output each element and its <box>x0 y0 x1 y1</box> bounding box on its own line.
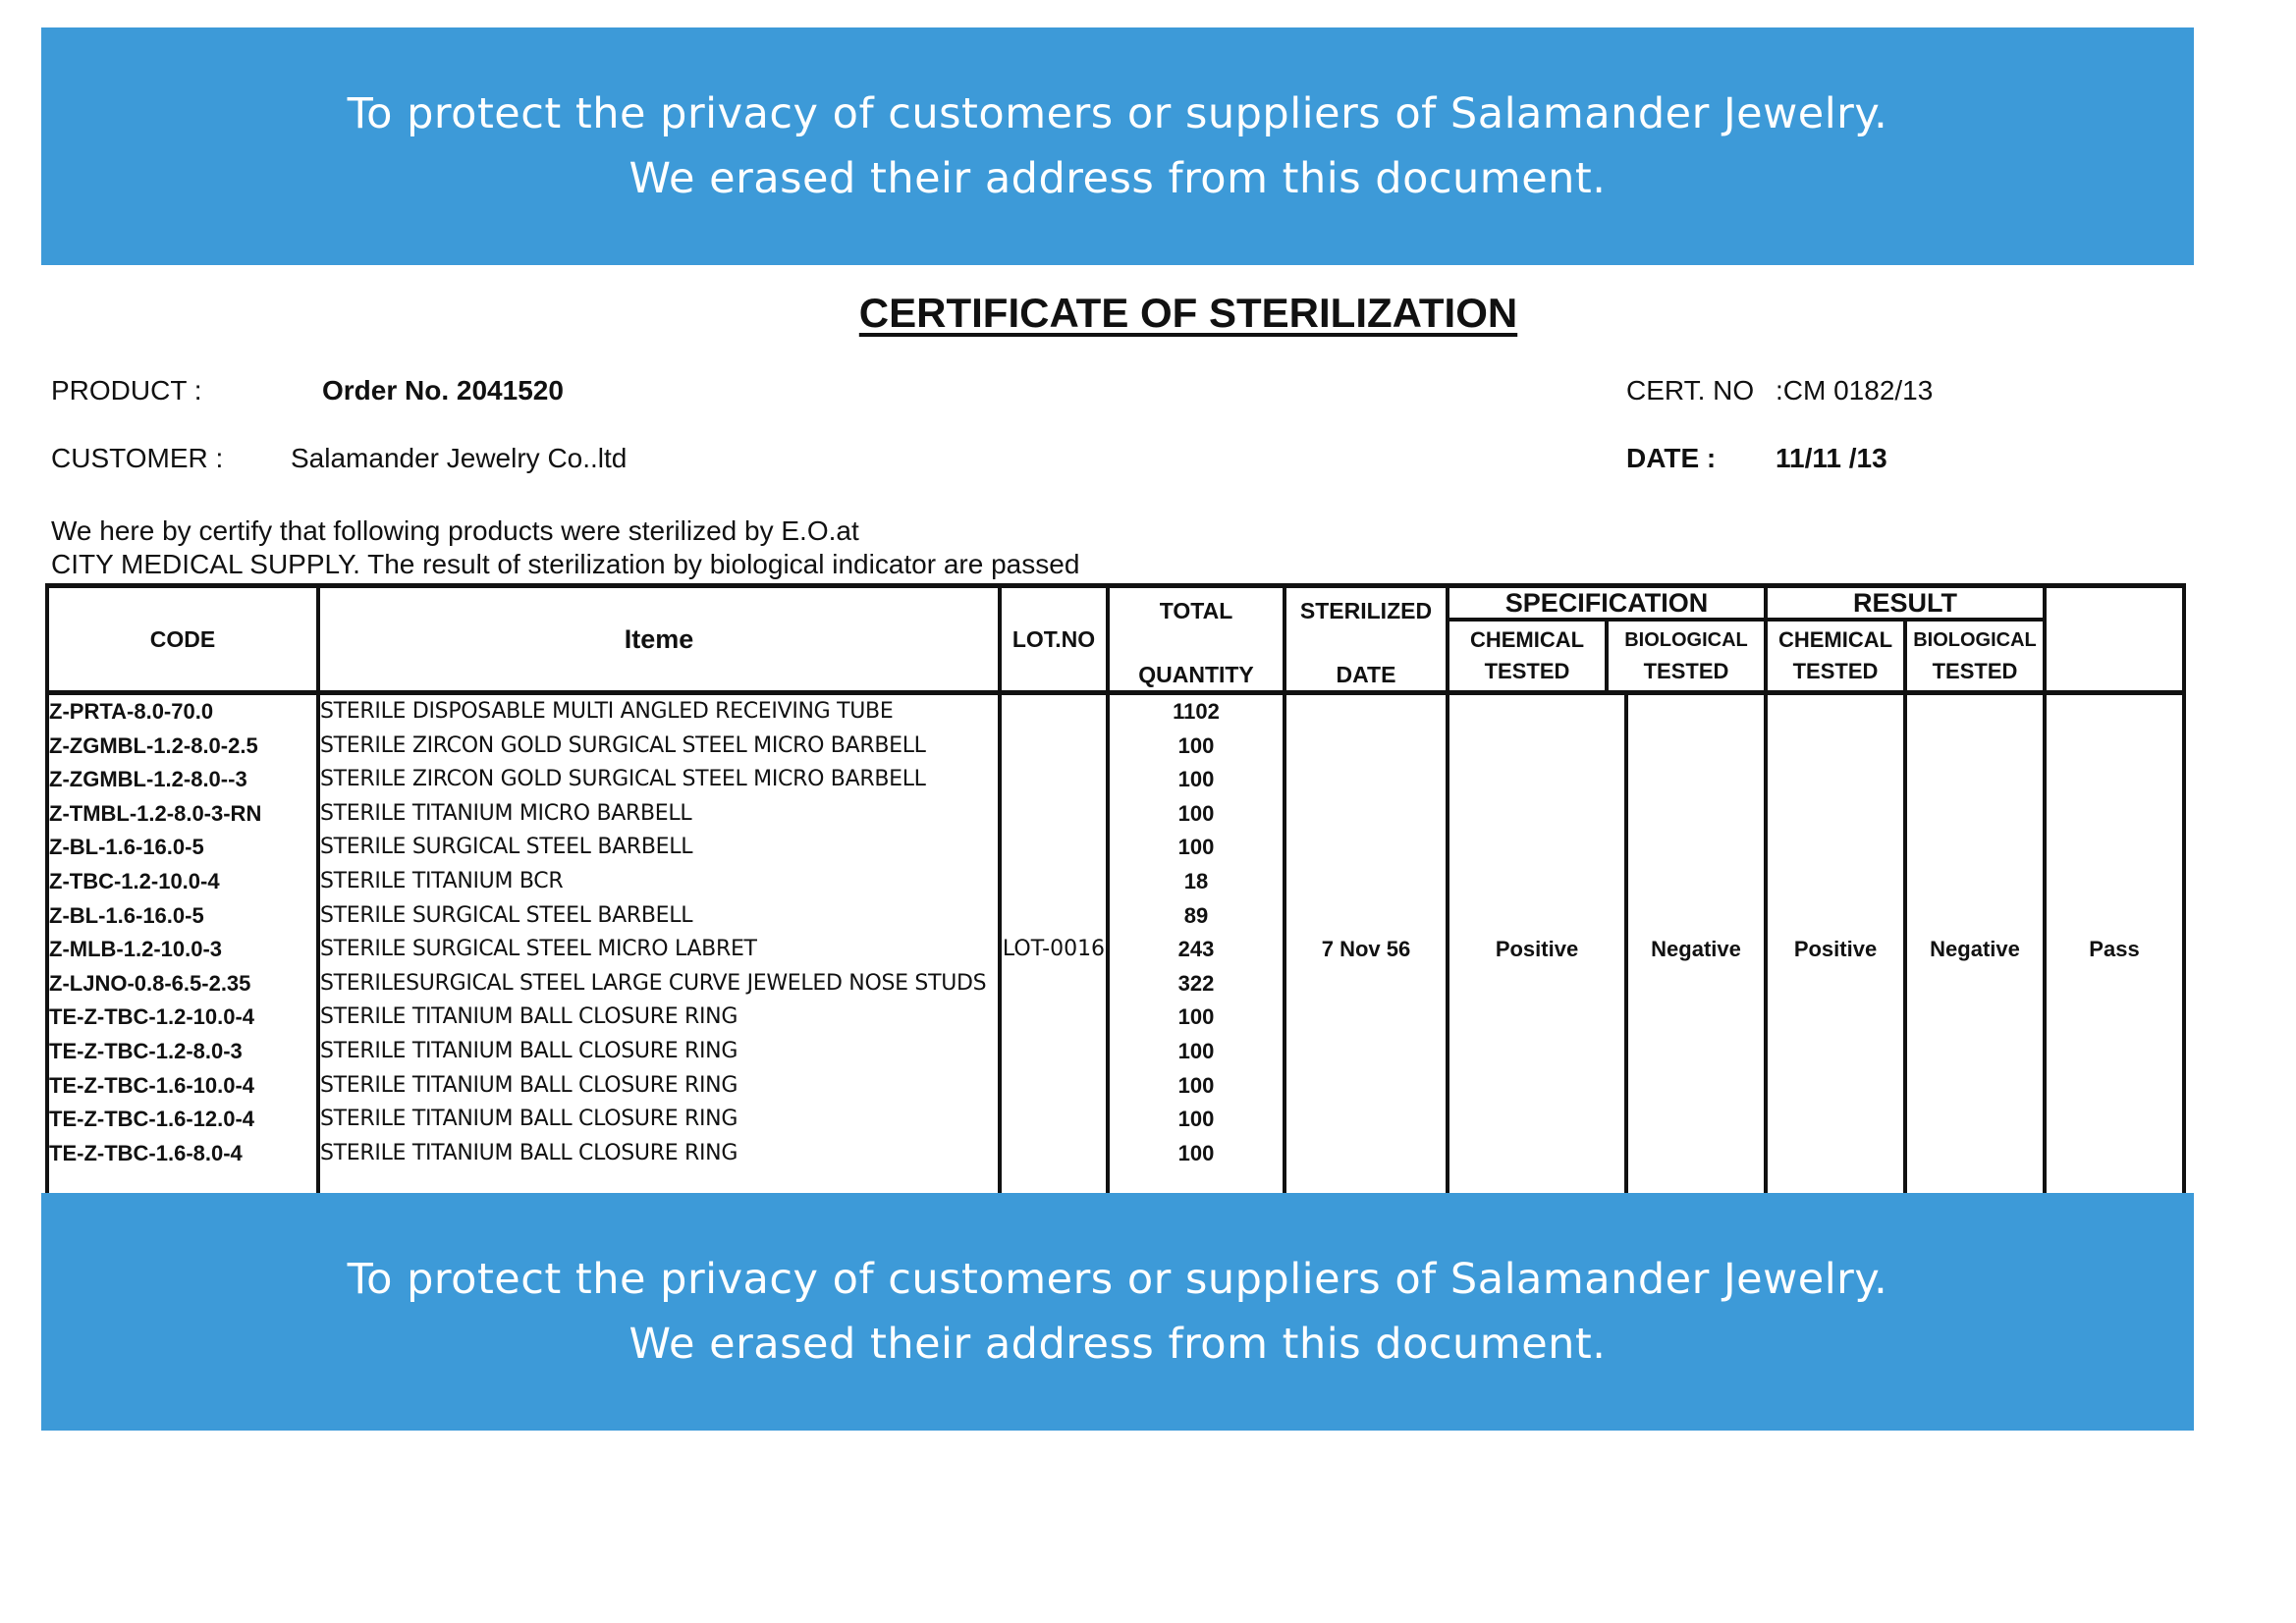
header-sterilized-date <box>1285 586 1448 693</box>
cell-code: Z-LJNO-0.8-6.5-2.35 <box>47 967 318 1001</box>
privacy-line-2: We erased their address from this document. <box>629 1320 1607 1369</box>
cell-result-biological: Negative <box>1905 693 2045 1205</box>
cell-code: Z-BL-1.6-16.0-5 <box>47 899 318 934</box>
cell-code: TE-Z-TBC-1.6-12.0-4 <box>47 1103 318 1137</box>
certification-statement <box>51 514 1079 581</box>
cell-quantity: 243 <box>1108 933 1285 967</box>
sterilization-table <box>45 583 2186 1204</box>
cell-code: TE-Z-TBC-1.2-8.0-3 <box>47 1035 318 1069</box>
cell-final-result: Pass <box>2045 693 2184 1205</box>
header-total-quantity <box>1108 586 1285 693</box>
cell-item: STERILE ZIRCON GOLD SURGICAL STEEL MICRO BARBELL <box>318 763 1000 797</box>
product-label: PRODUCT : <box>51 375 202 406</box>
header-result-biological <box>1903 622 2043 690</box>
cell-item: STERILE TITANIUM BCR <box>318 865 1000 899</box>
cell-item: STERILE DISPOSABLE MULTI ANGLED RECEIVING TUBE <box>318 693 1000 730</box>
header-result-chemical <box>1768 622 1903 690</box>
cell-lot-no: LOT-0016 <box>1000 693 1108 1205</box>
cell-quantity: 100 <box>1108 831 1285 865</box>
header-spec-chemical-line1: CHEMICAL <box>1469 627 1585 652</box>
header-specification-group <box>1448 586 1766 693</box>
document-title: CERTIFICATE OF STERILIZATION <box>858 290 1518 336</box>
table-header <box>47 586 2184 693</box>
cell-code: Z-ZGMBL-1.2-8.0-2.5 <box>47 730 318 764</box>
cell-code: TE-Z-TBC-1.6-8.0-4 <box>47 1137 318 1171</box>
privacy-line-2: We erased their address from this document. <box>629 154 1607 203</box>
header-result-biological-line2: TESTED <box>1932 659 2018 683</box>
privacy-banner-top <box>41 27 2194 265</box>
privacy-line-1: To protect the privacy of customers or suppliers of Salamander Jewelry. <box>347 89 1888 138</box>
cell-code: TE-Z-TBC-1.2-10.0-4 <box>47 1001 318 1035</box>
cell-quantity: 100 <box>1108 1103 1285 1137</box>
customer-label: CUSTOMER : <box>51 443 224 473</box>
cell-code: Z-TBC-1.2-10.0-4 <box>47 865 318 899</box>
cell-quantity: 322 <box>1108 967 1285 1001</box>
cell-item: STERILE ZIRCON GOLD SURGICAL STEEL MICRO BARBELL <box>318 730 1000 764</box>
header-sterilized-line2: DATE <box>1336 662 1396 687</box>
cell-quantity: 100 <box>1108 730 1285 764</box>
cell-spec-chemical: Positive <box>1448 693 1626 1205</box>
cell-code: Z-TMBL-1.2-8.0-3-RN <box>47 797 318 832</box>
cell-code: Z-BL-1.6-16.0-5 <box>47 831 318 865</box>
header-item: Iteme <box>318 586 1000 693</box>
cell-code: Z-MLB-1.2-10.0-3 <box>47 933 318 967</box>
header-final <box>2045 586 2184 693</box>
header-sterilized-line1: STERILIZED <box>1299 598 1433 623</box>
header-total-line1: TOTAL <box>1159 598 1233 623</box>
privacy-line-1: To protect the privacy of customers or suppliers of Salamander Jewelry. <box>347 1255 1888 1304</box>
header-specification: SPECIFICATION <box>1449 588 1764 622</box>
header-lot: LOT.NO <box>1000 586 1108 693</box>
privacy-banner-bottom <box>41 1193 2194 1431</box>
header-total-line2: QUANTITY <box>1138 662 1254 687</box>
cell-item: STERILESURGICAL STEEL LARGE CURVE JEWELED NOSE STUDS <box>318 967 1000 1001</box>
cell-item: STERILE TITANIUM BALL CLOSURE RING <box>318 1001 1000 1035</box>
statement-line-1: We here by certify that following products were sterilized by E.O.at <box>51 515 859 546</box>
cell-item: STERILE SURGICAL STEEL BARBELL <box>318 831 1000 865</box>
cert-no-value: :CM 0182/13 <box>1776 375 1934 406</box>
cell-quantity: 100 <box>1108 763 1285 797</box>
cell-item: STERILE TITANIUM BALL CLOSURE RING <box>318 1137 1000 1171</box>
statement-line-2: CITY MEDICAL SUPPLY. The result of sterilization by biological indicator are passed <box>51 549 1080 579</box>
cell-quantity: 100 <box>1108 1137 1285 1171</box>
product-value: Order No. 2041520 <box>322 375 564 406</box>
date-label: DATE : <box>1626 443 1717 473</box>
cell-item: STERILE SURGICAL STEEL MICRO LABRET <box>318 933 1000 967</box>
header-spec-biological-line1: BIOLOGICAL <box>1624 629 1748 651</box>
cell-code: TE-Z-TBC-1.6-10.0-4 <box>47 1069 318 1104</box>
header-spec-chemical-line2: TESTED <box>1484 659 1570 683</box>
header-result-biological-line1: BIOLOGICAL <box>1913 629 2037 651</box>
cell-item: STERILE TITANIUM MICRO BARBELL <box>318 797 1000 832</box>
cell-item: STERILE TITANIUM BALL CLOSURE RING <box>318 1069 1000 1104</box>
header-result: RESULT <box>1768 588 2043 622</box>
header-spec-biological <box>1605 622 1764 690</box>
cell-code: Z-ZGMBL-1.2-8.0--3 <box>47 763 318 797</box>
cell-item: STERILE TITANIUM BALL CLOSURE RING <box>318 1035 1000 1069</box>
cell-quantity: 1102 <box>1108 693 1285 730</box>
cell-item: STERILE TITANIUM BALL CLOSURE RING <box>318 1103 1000 1137</box>
header-spec-biological-line2: TESTED <box>1643 659 1729 683</box>
cell-sterilized-date: 7 Nov 56 <box>1285 693 1448 1205</box>
cell-quantity: 100 <box>1108 797 1285 832</box>
date-value: 11/11 /13 <box>1776 443 1887 473</box>
cell-quantity: 100 <box>1108 1069 1285 1104</box>
cell-result-chemical: Positive <box>1766 693 1905 1205</box>
header-result-chemical-line1: CHEMICAL <box>1777 627 1893 652</box>
cell-code: Z-PRTA-8.0-70.0 <box>47 693 318 730</box>
cert-no-label: CERT. NO <box>1626 375 1755 406</box>
cell-quantity: 100 <box>1108 1035 1285 1069</box>
cell-quantity: 18 <box>1108 865 1285 899</box>
header-result-chemical-line2: TESTED <box>1792 659 1879 683</box>
cell-item: STERILE SURGICAL STEEL BARBELL <box>318 899 1000 934</box>
cell-quantity: 89 <box>1108 899 1285 934</box>
customer-value: Salamander Jewelry Co..ltd <box>291 443 628 473</box>
header-spec-chemical <box>1449 622 1605 690</box>
table-row <box>47 693 2184 730</box>
header-code: CODE <box>47 586 318 693</box>
header-result-group <box>1766 586 2045 693</box>
cell-spec-biological: Negative <box>1626 693 1766 1205</box>
cell-quantity: 100 <box>1108 1001 1285 1035</box>
table-body <box>47 693 2184 1205</box>
